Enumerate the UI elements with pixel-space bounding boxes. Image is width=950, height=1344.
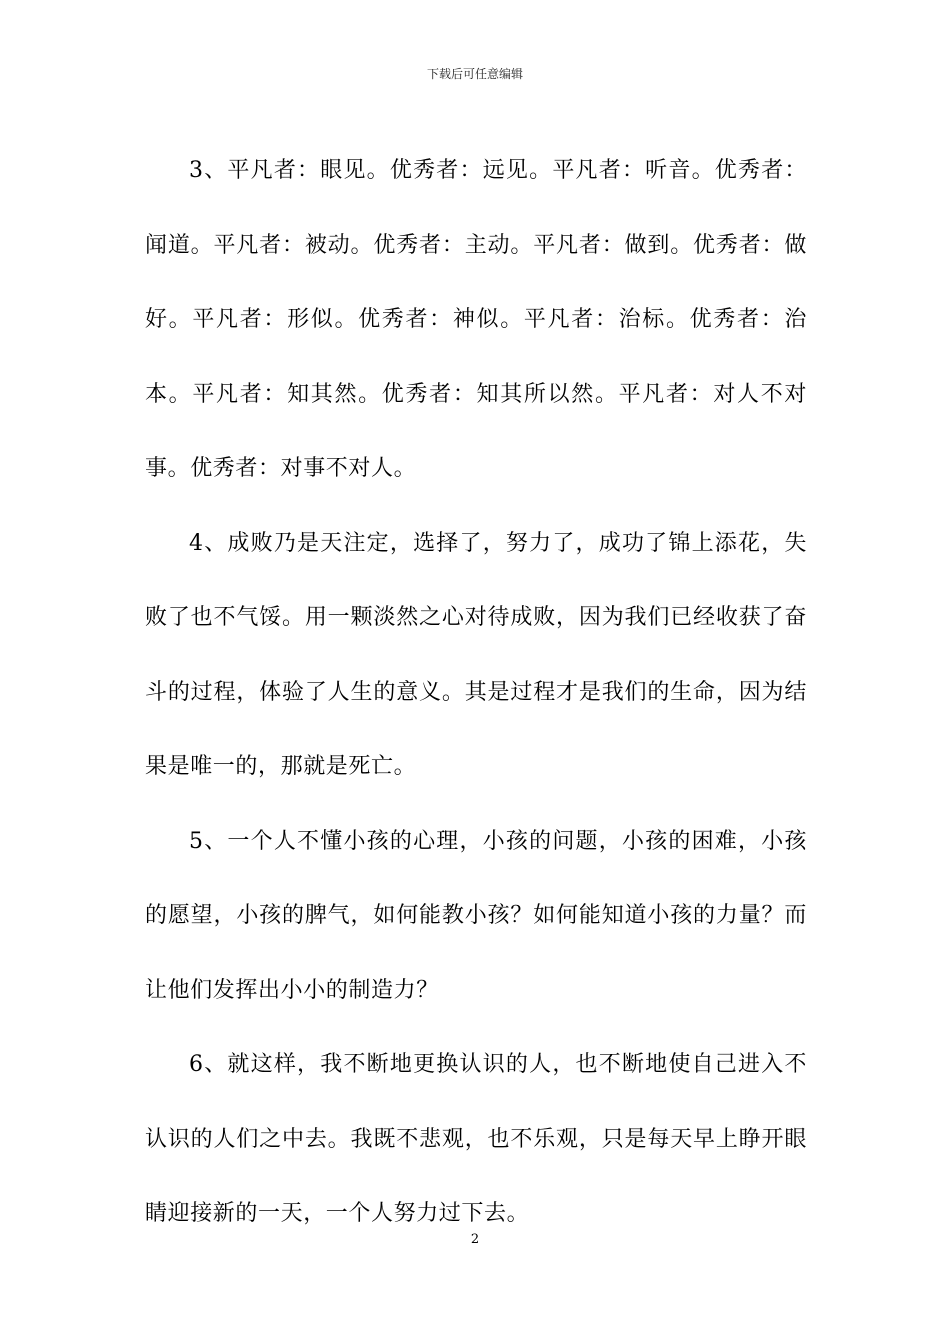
document-body xyxy=(145,134,807,1252)
paragraph-6: 6、就这样，我不断地更换认识的人，也不断地使自己进入不认识的人们之中去。我既不悲观，也不乐观，只是每天早上睁开眼睛迎接新的一天，一个人努力过下去。 xyxy=(145,1052,807,1226)
page-header: 下载后可任意编辑 xyxy=(426,67,523,81)
paragraph-5: 5、一个人不懂小孩的心理，小孩的问题，小孩的困难，小孩的愿望，小孩的脾气，如何能教小孩？如何能知道小孩的力量？而让他们发挥出小小的制造力？ xyxy=(145,828,807,1003)
paragraph-3: 3、平凡者：眼见。优秀者：远见。平凡者：听音。优秀者：闻道。平凡者：被动。优秀者：主动。平凡者：做到。优秀者：做好。平凡者：形似。优秀者：神似。平凡者：治标。优秀者：治本。平凡者：知其然。优秀者：知其所以然。平凡者：对人不对事。优秀者：对事不对人。 xyxy=(145,158,807,481)
paragraph-4: 4、成败乃是天注定，选择了，努力了，成功了锦上添花，失败了也不气馁。用一颗淡然之心对待成败，因为我们已经收获了奋斗的过程，体验了人生的意义。其是过程才是我们的生命，因为结果是唯一的，那就是死亡。 xyxy=(145,530,807,779)
page-number: 2 xyxy=(470,1232,480,1247)
